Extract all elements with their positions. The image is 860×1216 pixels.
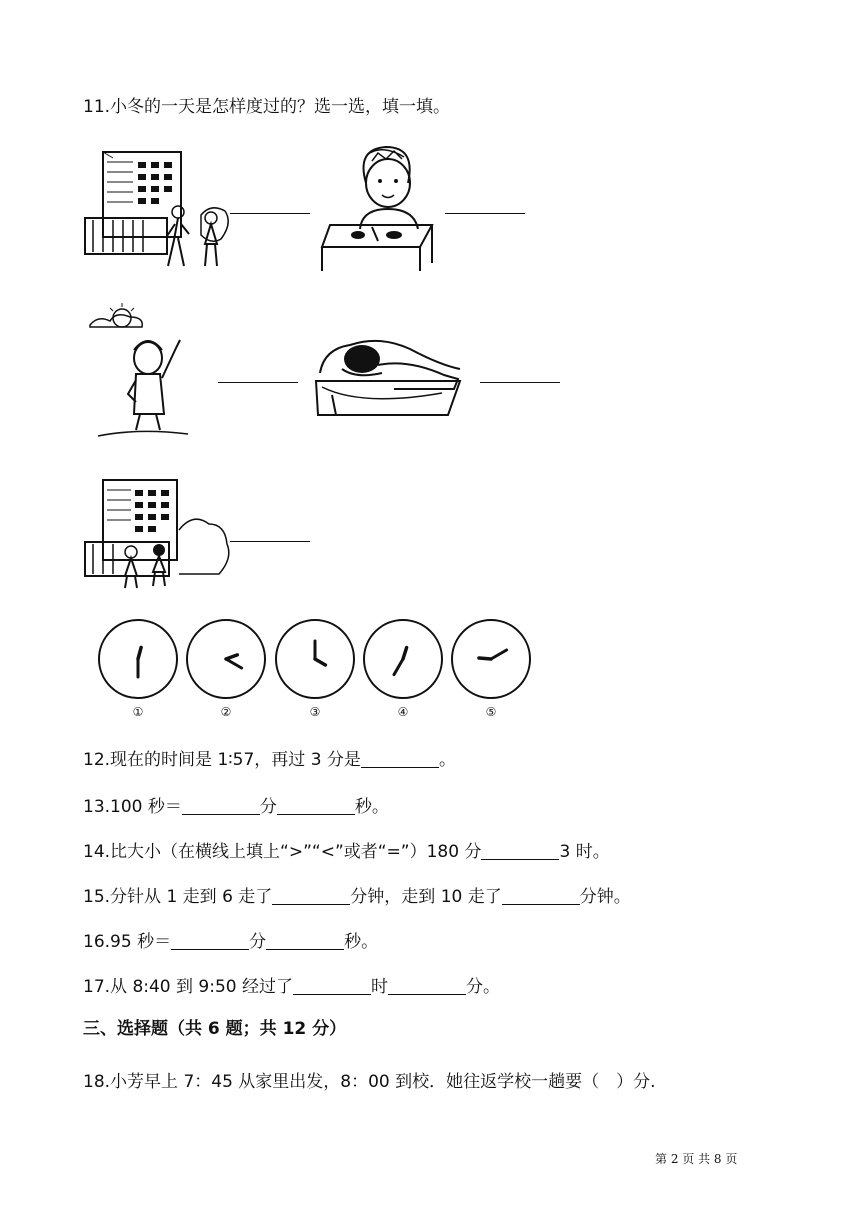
q12-text: 12.现在的时间是 1∶57，再过 3 分是 — [83, 750, 361, 770]
q15-middle: 分钟，走到 10 走了 — [350, 887, 502, 907]
q15-text: 15.分针从 1 走到 6 走了 — [83, 887, 273, 907]
hour-hand — [479, 658, 491, 659]
q17-blank-2[interactable] — [388, 976, 466, 995]
section-heading: 三、选择题（共 6 题；共 12 分） — [83, 1019, 347, 1039]
q14-end: 3 时。 — [559, 842, 610, 862]
q17-blank-1[interactable] — [293, 976, 371, 995]
minute-hand — [394, 659, 403, 675]
q16-blank-1[interactable] — [171, 931, 249, 950]
clock-number-label: ① — [132, 705, 144, 719]
q16-text: 16.95 秒＝ — [83, 932, 172, 952]
minute-hand — [226, 659, 242, 668]
q14-blank[interactable] — [481, 841, 559, 860]
question-16 — [83, 930, 378, 954]
q15-blank-2[interactable] — [502, 886, 580, 905]
q13-text: 13.100 秒＝ — [83, 797, 182, 817]
question-14 — [83, 840, 610, 864]
school-evening-illustration — [83, 478, 233, 593]
question-13 — [83, 795, 389, 819]
q14-text: 14.比大小（在横线上填上“>”“<”或者“=”）180 分 — [83, 842, 482, 862]
q16-unit-2: 秒。 — [344, 932, 379, 952]
q17-unit-1: 时 — [371, 977, 389, 997]
clock-number-label: ④ — [397, 705, 409, 719]
clock-number-label: ③ — [309, 705, 321, 719]
hour-hand — [403, 648, 407, 659]
answer-line-1[interactable] — [230, 213, 310, 214]
question-12 — [83, 748, 456, 772]
clock-number-label: ⑤ — [485, 705, 497, 719]
hour-hand — [315, 659, 325, 665]
question-17 — [83, 975, 500, 999]
q16-unit-1: 分 — [249, 932, 267, 952]
question-15 — [83, 885, 631, 909]
clock-face-3 — [273, 617, 357, 717]
q13-unit-2: 秒。 — [354, 797, 389, 817]
question-18: 18.小芳早上 7：45 从家里出发，8：00 到校．她往返学校一趟要（ ）分. — [83, 1072, 656, 1092]
hour-hand — [138, 647, 141, 659]
answer-line-5[interactable] — [230, 541, 310, 542]
q16-blank-2[interactable] — [266, 931, 344, 950]
q17-unit-2: 分。 — [466, 977, 501, 997]
clock-face-5 — [449, 617, 533, 717]
boy-sleeping-illustration — [312, 325, 472, 420]
page-footer: 第 2 页 共 8 页 — [655, 1152, 738, 1166]
q12-blank[interactable] — [361, 749, 439, 768]
q15-end: 分钟。 — [579, 887, 631, 907]
q12-end: 。 — [438, 750, 456, 770]
answer-line-3[interactable] — [218, 382, 298, 383]
answer-line-4[interactable] — [480, 382, 560, 383]
boy-eating-illustration — [320, 143, 435, 273]
q13-blank-2[interactable] — [277, 796, 355, 815]
q13-blank-1[interactable] — [182, 796, 260, 815]
boy-morning-illustration — [88, 300, 198, 440]
school-children-illustration — [83, 150, 233, 275]
clock-face-2 — [184, 617, 268, 717]
q17-text: 17.从 8:40 到 9:50 经过了 — [83, 977, 294, 997]
answer-line-2[interactable] — [445, 213, 525, 214]
q13-unit-1: 分 — [259, 797, 277, 817]
question-11: 11.小冬的一天是怎样度过的？选一选，填一填。 — [83, 97, 451, 117]
minute-hand — [491, 650, 507, 659]
clock-face-1 — [96, 617, 180, 717]
q15-blank-1[interactable] — [272, 886, 350, 905]
clock-number-label: ② — [220, 705, 232, 719]
clock-face-4 — [361, 617, 445, 717]
